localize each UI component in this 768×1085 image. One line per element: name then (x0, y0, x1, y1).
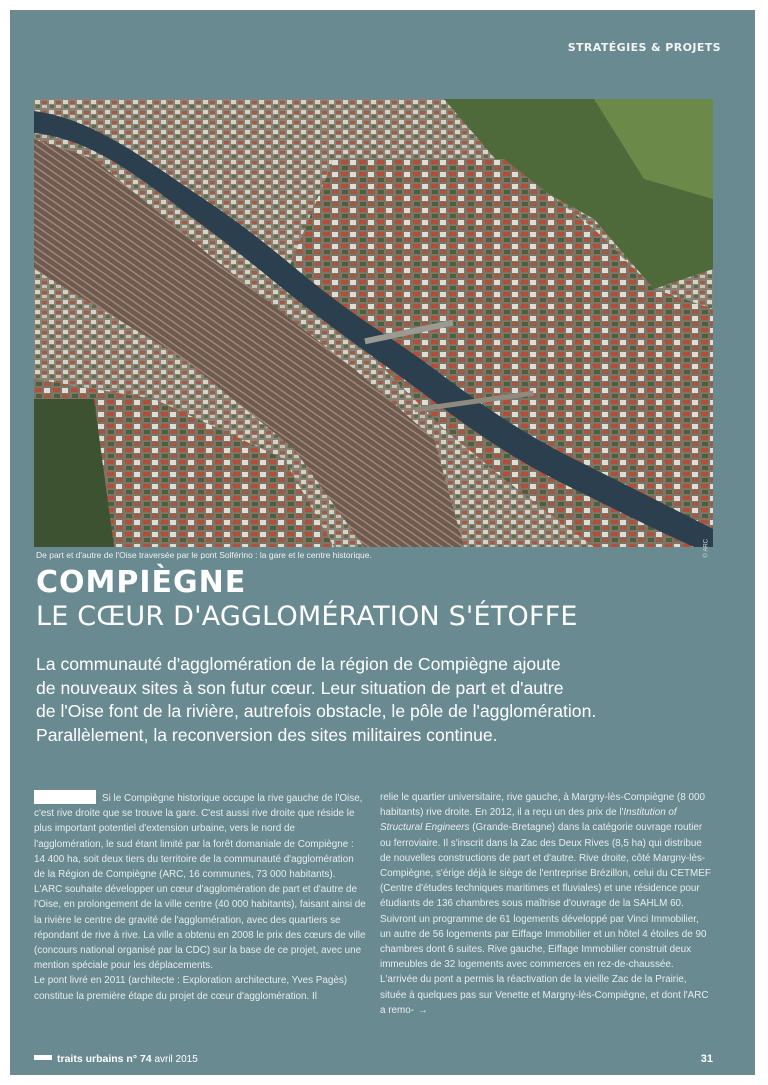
photo-credit: © ARC (703, 539, 709, 558)
lede-line: La communauté d'agglomération de la région de Compiègne ajoute (36, 654, 561, 674)
aerial-photo-illustration (34, 99, 713, 547)
headline-subtitle: LE CŒUR D'AGGLOMÉRATION S'ÉTOFFE (36, 601, 578, 632)
body-text: Si le Compiègne historique occupe la rive gauche de l'Oise, c'est rive droite que se trouve la gare. C'est aussi rive droite que réside le plus important potentiel d'extension urbaine, vers le nord de l'agglomération, le sud étant limité par la forêt domaniale de Compiègne : 14 400 ha, soit deux tiers du territoire de la communauté d'agglomération de la Région de Compiègne (ARC, 16 communes, 73 000 habitants). (34, 793, 363, 881)
lede-line: de l'Oise font de la rivière, autrefois obstacle, le pôle de l'agglomération. (36, 701, 597, 721)
lede-line: Parallèlement, la reconversion des sites militaires continue. (36, 724, 498, 745)
footer-bar-icon (34, 1055, 52, 1060)
headline-city: COMPIÈGNE (36, 565, 247, 600)
body-paragraph (34, 790, 366, 882)
issue-date: avril 2015 (154, 1054, 198, 1065)
body-paragraph (380, 790, 712, 1018)
magazine-page (10, 10, 755, 1075)
lede-line: de nouveaux sites à son futur cœur. Leur situation de part et d'autre (36, 677, 564, 698)
body-paragraph: Le pont livré en 2011 (architecte : Exploration architecture, Yves Pagès) constitue la première étape du projet de cœur d'agglomération. Il (34, 975, 348, 1002)
body-column-left (34, 790, 366, 1004)
page-number: 31 (700, 1053, 713, 1065)
photo-caption: De part et d'autre de l'Oise traversée par le pont Solférino : la gare et le centre historique. (36, 550, 372, 560)
body-paragraph: L'ARC souhaite développer un cœur d'agglomération de part et d'autre de l'Oise, en prolongement de la ville centre (40 000 habitants), faisant ainsi de la rivière le centre de gravité de l'agglomération, avec des quartiers se répondant de rive à rive. La ville a obtenu en 2008 le prix des cœurs de ville (concours national organisé par la CDC) sur la base de ce projet, avec une mention spéciale pour les déplacements. (34, 884, 366, 972)
continue-arrow-icon: → (418, 1004, 428, 1016)
body-text: (Grande-Bretagne) dans la catégorie ouvrage routier ou ferroviaire. Il s'inscrit dans la Zac des Deux Rives (8,5 ha) qui distribue de nouvelles constructions de part et d'autre. Rive droite, côté Margny-lès-Compiègne, s'érige déjà le siège de l'entreprise Brézillon, celui du CETMEF (Centre d'études techniques maritimes et fluviales) et une résidence pour étudiants de 136 chambres sous maîtrise d'ouvrage de la SAHLM 60. Suivront un programme de 61 logements développé par Vinci Immobilier, un autre de 56 logements par Eiffage Immobilier et un hôtel 4 étoiles de 90 chambres dont 6 suites. Rive gauche, Eiffage Immobilier construit deux immeubles de 32 logements avec commerces en rez-de-chaussée. L'arrivée du pont a permis la réactivation de la vieille Zac de la Prairie, située à quelques pas sur Venette et Margny-lès-Compiègne, et dont l'ARC a remo- (380, 822, 711, 1016)
magazine-issue: traits urbains n° 74 (57, 1053, 152, 1065)
body-italic-text: Institution of Structural Engineers (380, 807, 677, 834)
page-footer (34, 1053, 198, 1065)
lede-paragraph (36, 653, 676, 747)
dropcap-box (34, 790, 96, 804)
section-rubric: STRATÉGIES & PROJETS (567, 41, 721, 54)
body-text: relie le quartier universitaire, rive gauche, à Margny-lès-Compiègne (8 000 habitants) rive droite. En 2012, il a reçu un des prix de l' (380, 792, 705, 819)
body-column-right (380, 790, 712, 1018)
